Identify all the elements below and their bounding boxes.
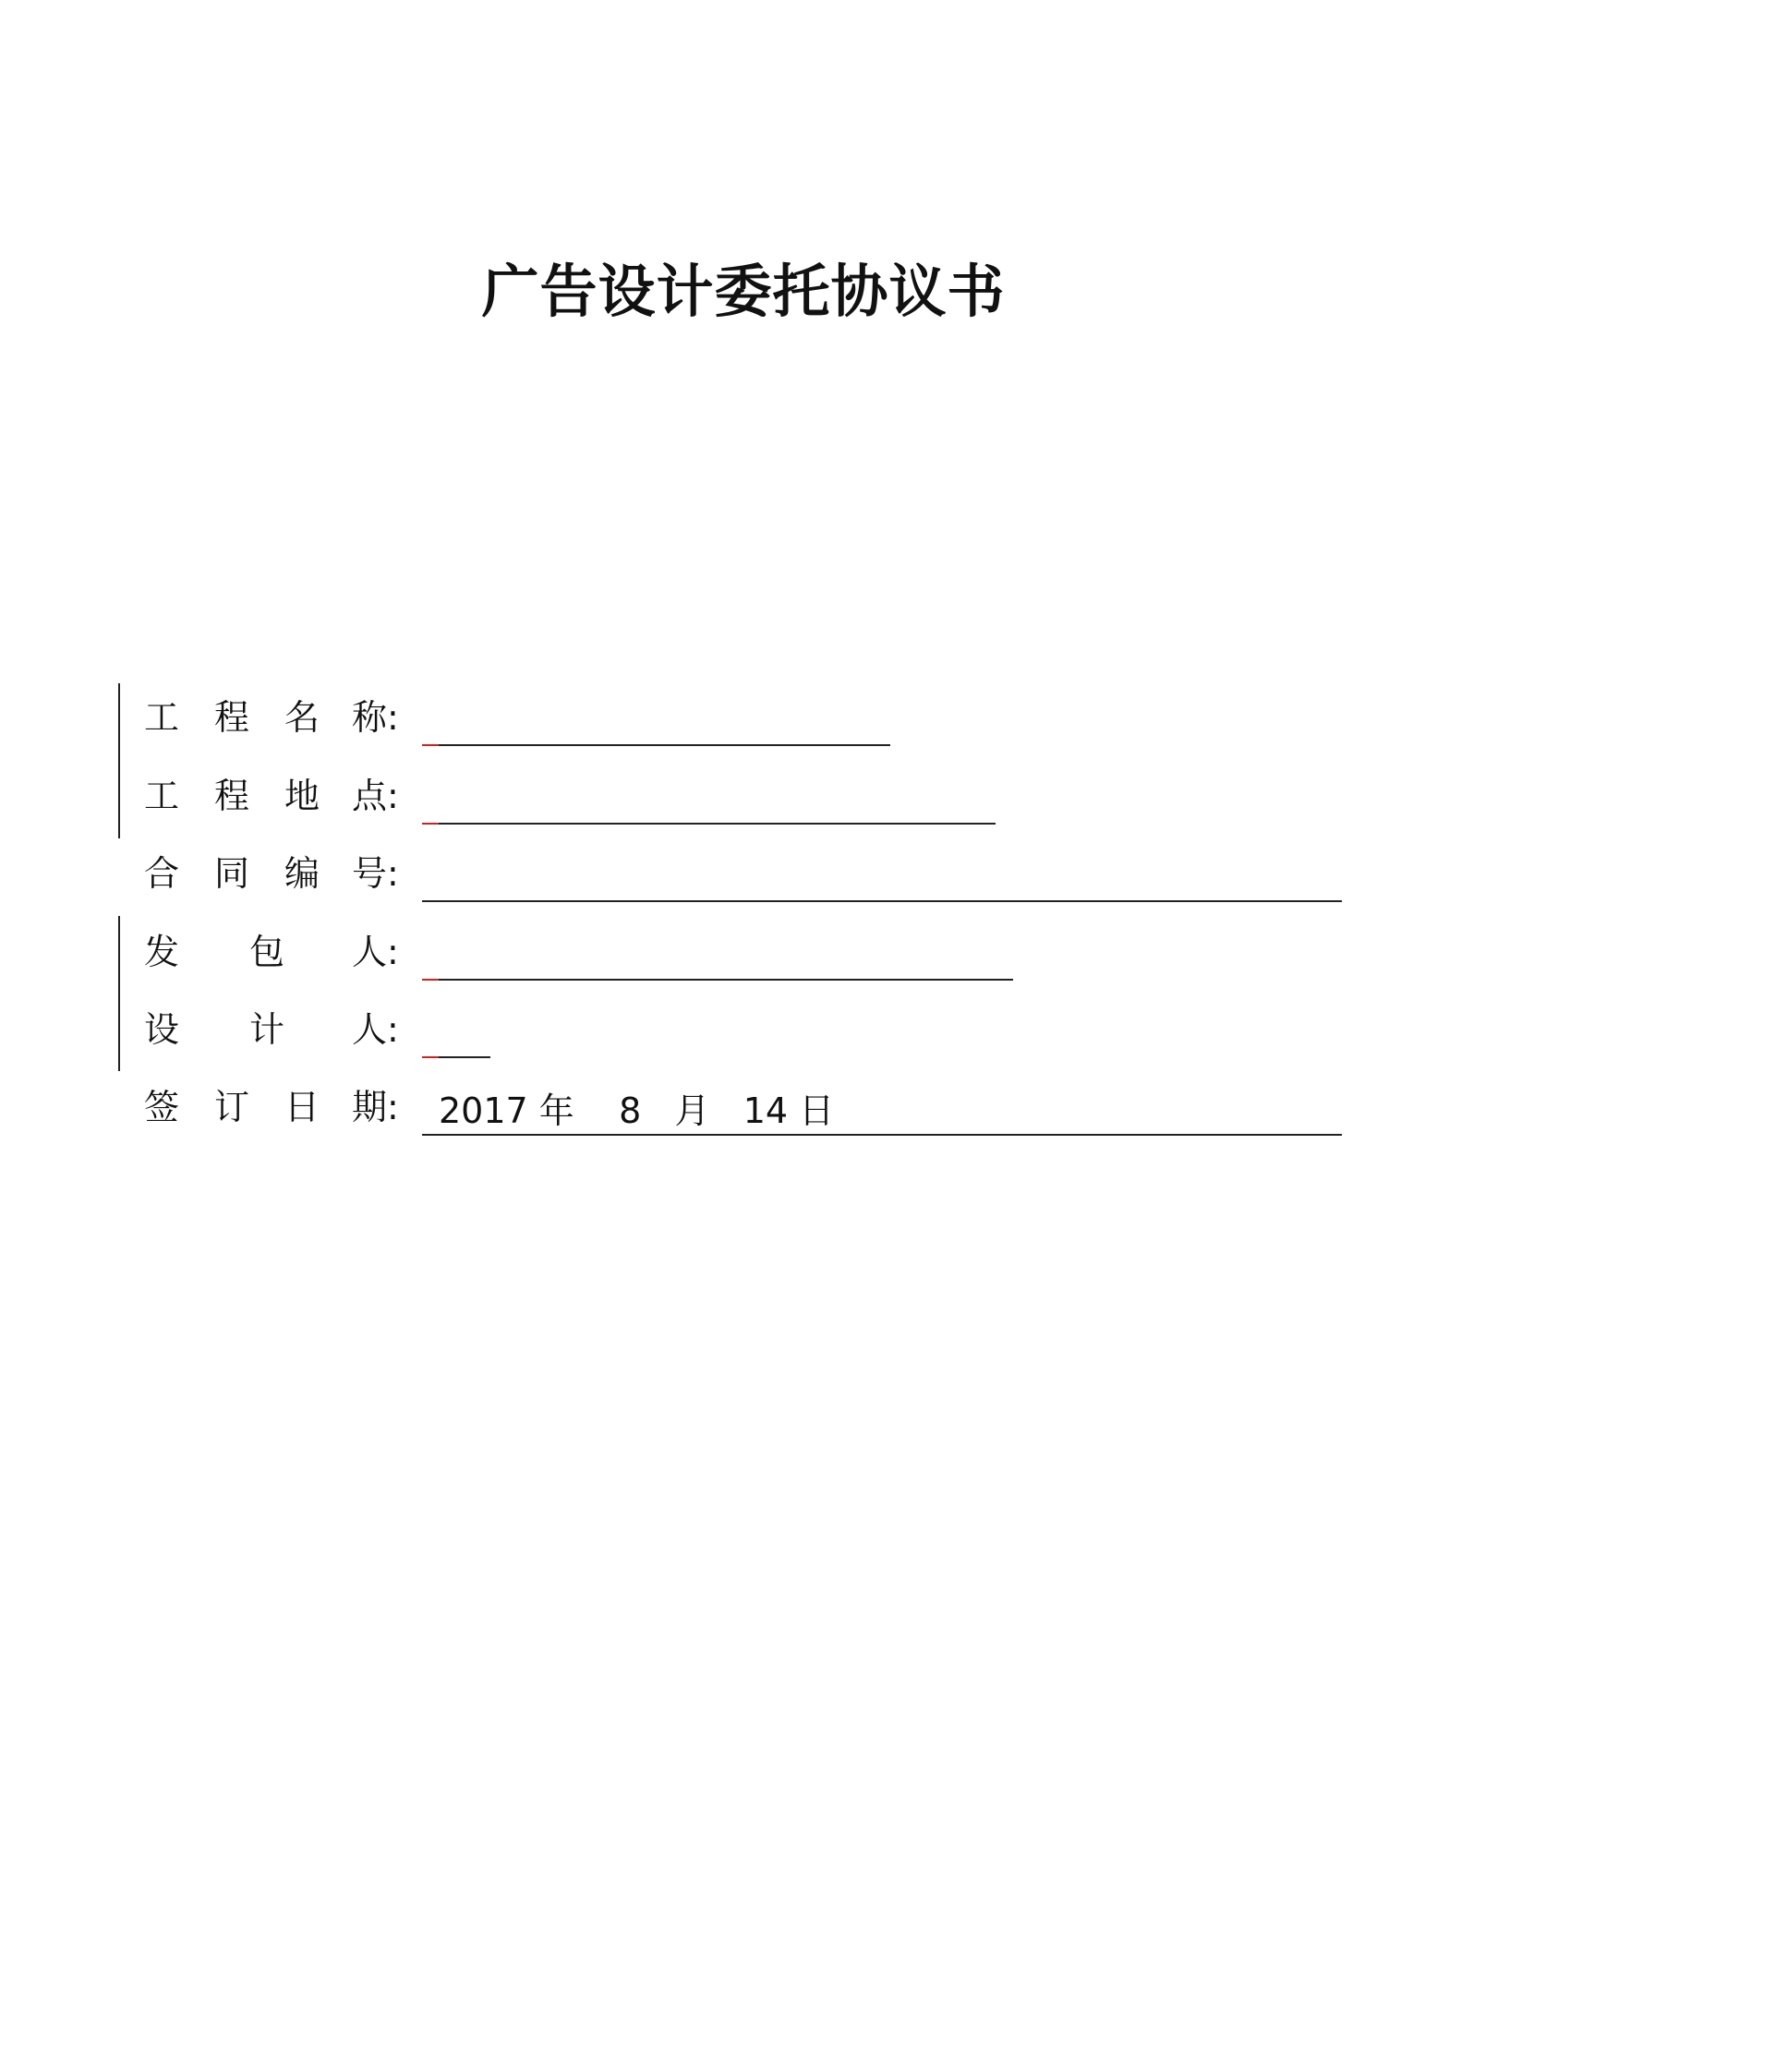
signing-date-field[interactable] — [422, 1088, 1342, 1136]
red-marker — [422, 823, 439, 825]
designer-field[interactable] — [422, 1010, 490, 1058]
designer-label: 设 计 人: — [143, 1009, 399, 1050]
contract-number-label: 合 同 编 号: — [143, 853, 399, 894]
contract-number-field[interactable] — [422, 854, 1342, 902]
red-marker — [422, 979, 439, 981]
margin-bracket — [118, 683, 120, 838]
project-name-label: 工 程 名 称: — [143, 697, 399, 738]
red-marker — [422, 744, 439, 746]
signing-date-label: 签 订 日 期: — [143, 1087, 399, 1127]
project-name-field[interactable] — [422, 698, 890, 746]
document-title: 广告设计委托协议书 — [481, 258, 1006, 325]
client-label: 发 包 人: — [143, 932, 399, 972]
project-location-label: 工 程 地 点: — [143, 776, 399, 816]
margin-bracket — [118, 916, 120, 1071]
client-field[interactable] — [422, 933, 1013, 981]
signing-date-value: 2017 年 8 月 14 日 — [439, 1090, 835, 1131]
red-marker — [422, 1056, 439, 1058]
project-location-field[interactable] — [422, 777, 996, 825]
